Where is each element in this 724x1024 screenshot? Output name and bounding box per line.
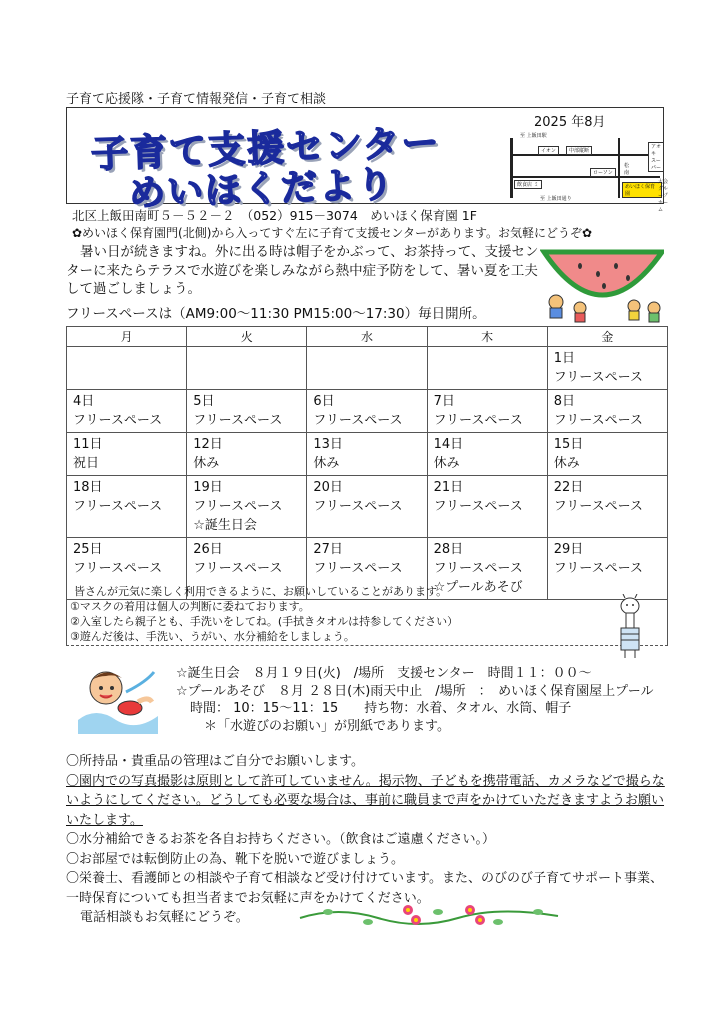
day-activity: フリースペース [553, 499, 643, 514]
calendar-day-cell [427, 347, 547, 390]
map-label: 松 南 [624, 163, 630, 176]
day-activity: フリースペース [553, 370, 643, 385]
map-label: 飲食店 ミ [514, 180, 542, 189]
day-activity: フリースペース [73, 561, 163, 576]
calendar-day-cell [67, 390, 187, 433]
day-number: 7日 [433, 394, 455, 409]
notice-item: 〇所持品・貴重品の管理はご自分でお願いします。 [66, 754, 364, 769]
calendar-day-cell [547, 433, 667, 476]
day-number: 21日 [433, 480, 464, 495]
map-label: 至 上飯田駅 [520, 133, 547, 139]
day-number: 19日 [193, 480, 223, 495]
intro-paragraph [66, 243, 546, 299]
usage-rules [66, 584, 668, 646]
calendar-header-row [67, 327, 668, 347]
day-activity: フリースペース [73, 499, 163, 514]
rule-item: ①マスクの着用は個人の判断に委ねております。 [70, 600, 310, 613]
day-number: 6日 [313, 394, 335, 409]
calendar-day-cell [67, 433, 187, 476]
day-number: 12日 [193, 437, 223, 452]
day-activity: ☆プールあそび [433, 580, 523, 595]
access-note: ✿めいほく保育園門(北側)から入ってすぐ左に子育て支援センターがあります。お気軽にどうぞ✿ [72, 226, 593, 240]
day-number: 28日 [433, 542, 464, 557]
day-number: 8日 [553, 394, 576, 409]
day-number: 27日 [313, 542, 343, 557]
day-number: 11日 [73, 437, 103, 452]
rules-intro: 皆さんが元気に楽しく利用できるように、お願いしていることがあります。 [74, 585, 448, 598]
weekday-header: 木 [427, 327, 547, 347]
day-activity: 休み [553, 456, 580, 471]
day-activity: フリースペース [433, 499, 523, 514]
title-line-2: めいほくだより [128, 164, 396, 215]
pool-event: ☆プールあそび ８月 ２８日(木)雨天中止 /場所 ： めいほく保育園屋上プール [176, 683, 654, 699]
calendar-day-cell [547, 476, 667, 538]
day-activity: 祝日 [73, 456, 100, 471]
calendar-week-row [67, 433, 668, 476]
map-label: イオン [538, 146, 559, 155]
day-number: 26日 [193, 542, 223, 557]
header-box [66, 107, 669, 215]
calendar-day-cell [67, 347, 187, 390]
giraffe-illustration [610, 594, 650, 660]
day-number: 4日 [73, 394, 95, 409]
calendar-day-cell [187, 476, 307, 538]
map-highlight-meihoku: めいほく保育園 [622, 182, 662, 198]
day-activity: 休み [313, 456, 340, 471]
day-number: 1日 [553, 351, 576, 366]
day-number: 14日 [433, 437, 464, 452]
swimming-child-illustration [76, 662, 160, 734]
day-activity: フリースペース [313, 561, 403, 576]
day-number: 29日 [553, 542, 584, 557]
map-label: 大会 グループホーム [658, 179, 669, 213]
day-number: 5日 [193, 394, 215, 409]
calendar-day-cell [427, 476, 547, 538]
issue-date: 2025 年8月 [534, 115, 606, 130]
day-number: 20日 [313, 480, 343, 495]
notice-item: 〇お部屋では転倒防止の為、靴下を脱いで遊びましょう。 [66, 851, 405, 867]
day-activity: フリースペース [313, 499, 403, 514]
watermelon-children-illustration [540, 246, 664, 326]
calendar-day-cell [307, 347, 427, 390]
free-space-hours: フリースペースは（AM9:00～11:30 PM15:00～17:30）毎日開所。 [66, 306, 486, 322]
title-line-1: 子育て支援センター [90, 120, 442, 177]
day-activity: フリースペース [73, 413, 163, 428]
day-number: 22日 [553, 480, 584, 495]
access-map [500, 132, 669, 213]
rule-item: ②入室したら親子とも、手洗いをしてね。(手拭きタオルは持参してください） [70, 615, 459, 628]
calendar-day-cell [547, 347, 667, 390]
weekday-header: 水 [307, 327, 427, 347]
day-activity: フリースペース [313, 413, 403, 428]
calendar-day-cell [67, 476, 187, 538]
calendar-day-cell [307, 476, 427, 538]
weekday-header: 火 [187, 327, 307, 347]
calendar-table [66, 326, 668, 600]
birthday-event: ☆誕生日会 ８月１９日(火) /場所 支援センター 時間１１：００～ [176, 666, 592, 681]
calendar-week-row [67, 347, 668, 390]
notice-item: 〇水分補給できるお茶を各自お持ちください。（飲食はご遠慮ください。） [66, 832, 496, 847]
day-activity: フリースペース [193, 499, 283, 514]
calendar-day-cell [187, 390, 307, 433]
calendar-week-row [67, 476, 668, 538]
notice-item: 〇栄養士、看護師との相談や子育て相談など受け付けています。また、のびのび子育てサポート事業、一時保育についても担当者までお気軽に声をかけてください。 [66, 871, 663, 906]
pool-event-detail: 時間： 10：15～11：15 持ち物：水着、タオル、水筒、帽子 [190, 701, 572, 716]
map-label: 至 上飯田通り [540, 196, 572, 202]
calendar-day-cell [187, 433, 307, 476]
calendar-day-cell [427, 433, 547, 476]
map-label: 中部縦断 [566, 146, 592, 155]
day-activity: 休み [193, 456, 220, 471]
day-number: 13日 [313, 437, 343, 452]
day-activity: フリースペース [553, 413, 643, 428]
calendar-day-cell [307, 390, 427, 433]
map-label: アオキ スーパー [648, 142, 664, 172]
weekday-header: 金 [547, 327, 667, 347]
map-label: ローソン [590, 168, 616, 177]
day-activity: フリースペース [433, 561, 523, 576]
address-line: 北区上飯田南町５－５２－２ （052）915－3074 めいほく保育園 1F [72, 208, 477, 223]
calendar-day-cell [187, 347, 307, 390]
day-activity: フリースペース [193, 413, 283, 428]
notice-item: 〇園内での写真撮影は原則として許可していません。掲示物、子どもを携帯電話、カメラなどで撮らないようにしてください。どうしても必要な場合は、事前に職員まで声をかけていただきますようお願いいたします。 [66, 773, 665, 828]
calendar-day-cell [427, 390, 547, 433]
notice-item: 電話相談もお気軽にどうぞ。 [80, 910, 249, 925]
pool-event-note: ＊「水遊びのお願い」が別紙であります。 [204, 718, 450, 734]
calendar-week-row [67, 390, 668, 433]
day-number: 15日 [553, 437, 584, 452]
calendar-day-cell [307, 433, 427, 476]
calendar-day-cell [547, 390, 667, 433]
day-number: 25日 [73, 542, 103, 557]
flower-vine-decoration [298, 898, 560, 932]
day-activity: 休み [433, 456, 460, 471]
rule-item: ③遊んだ後は、手洗い、うがい、水分補給をしましょう。 [70, 630, 355, 643]
day-number: 18日 [73, 480, 103, 495]
tagline: 子育て応援隊・子育て情報発信・子育て相談 [66, 92, 327, 107]
day-activity: フリースペース [433, 413, 523, 428]
day-activity: フリースペース [553, 561, 643, 576]
day-activity: フリースペース [193, 561, 283, 576]
day-activity: ☆誕生日会 [193, 518, 257, 533]
weekday-header: 月 [67, 327, 187, 347]
events-section [176, 665, 654, 735]
intro-text: 暑い日が続きますね。外に出る時は帽子をかぶって、お茶持って、支援センターに来たらテラスで水遊びを楽しみながら熱中症予防をして、暑い夏を工夫して過ごしましょう。 [66, 244, 539, 297]
